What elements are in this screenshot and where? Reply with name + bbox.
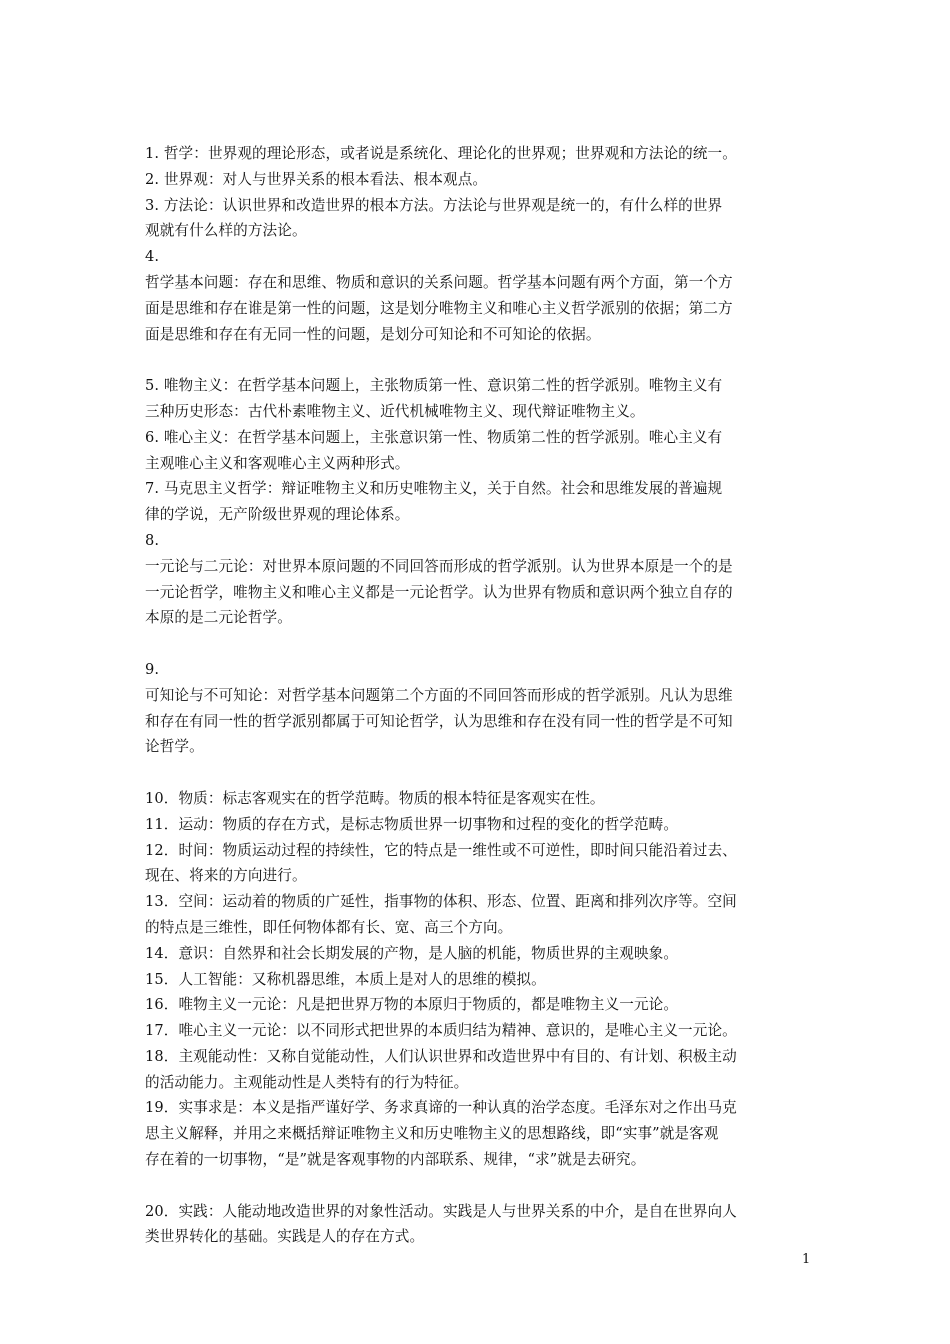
text-line: 12．时间：物质运动过程的持续性，它的特点是一维性或不可逆性，即时间只能沿着过去、 (145, 841, 737, 859)
blank-line (145, 760, 810, 786)
text-line: 8. (145, 531, 160, 549)
text-line: 现在、将来的方向进行。 (145, 867, 307, 885)
text-line: 1. 哲学：世界观的理论形态，或者说是系统化、理论化的世界观；世界观和方法论的统一。 (145, 145, 737, 162)
page-number: 1 (802, 1252, 811, 1267)
text-line: 和存在有同一性的哲学派别都属于可知论哲学，认为思维和存在没有同一性的哲学是不可知 (145, 712, 733, 730)
blank-line (145, 1173, 810, 1199)
blank-line (145, 631, 810, 657)
text-line: 11．运动：物质的存在方式，是标志物质世界一切事物和过程的变化的哲学范畴。 (145, 815, 679, 833)
text-line: 的活动能力。主观能动性是人类特有的行为特征。 (145, 1073, 469, 1091)
text-line: 10．物质：标志客观实在的哲学范畴。物质的根本特征是客观实在性。 (145, 789, 605, 807)
text-line: 20．实践：人能动地改造世界的对象性活动。实践是人与世界关系的中介，是自在世界向人 (145, 1202, 737, 1220)
text-line: 类世界转化的基础。实践是人的存在方式。 (145, 1228, 425, 1246)
text-line: 一元论与二元论：对世界本原问题的不同回答而形成的哲学派别。认为世界本原是一个的是 (145, 557, 733, 575)
text-line: 9. (145, 660, 160, 678)
text-line: 17．唯心主义一元论：以不同形式把世界的本质归结为精神、意识的，是唯心主义一元论。 (145, 1022, 737, 1040)
text-line: 15．人工智能：又称机器思维，本质上是对人的思维的模拟。 (145, 970, 546, 988)
text-line: 2. 世界观：对人与世界关系的根本看法、根本观点。 (145, 170, 488, 188)
text-line: 18．主观能动性：又称自觉能动性，人们认识世界和改造世界中有目的、有计划、积极主动 (145, 1047, 737, 1065)
text-line: 哲学基本问题：存在和思维、物质和意识的关系问题。哲学基本问题有两个方面，第一个方 (145, 273, 733, 291)
text-line: 主观唯心主义和客观唯心主义两种形式。 (145, 454, 410, 472)
text-line: 存在着的一切事物，“是”就是客观事物的内部联系、规律，“求”就是去研究。 (145, 1151, 646, 1169)
text-line: 13．空间：运动着的物质的广延性，指事物的体积、形态、位置、距离和排列次序等。空间 (145, 893, 737, 911)
text-line: 面是思维和存在有无同一性的问题，是划分可知论和不可知论的依据。 (145, 325, 601, 343)
text-line: 19．实事求是：本义是指严谨好学、务求真谛的一种认真的治学态度。毛泽东对之作出马克 (145, 1099, 737, 1117)
text-line: 思主义解释，并用之来概括辩证唯物主义和历史唯物主义的思想路线，即“实事”就是客观 (145, 1125, 719, 1143)
text-line: 一元论哲学，唯物主义和唯心主义都是一元论哲学。认为世界有物质和意识两个独立自存的 (145, 583, 733, 601)
text-line: 三种历史形态：古代朴素唯物主义、近代机械唯物主义、现代辩证唯物主义。 (145, 402, 645, 420)
document-body (145, 141, 810, 1250)
text-line: 3. 方法论：认识世界和改造世界的根本方法。方法论与世界观是统一的，有什么样的世界 (145, 196, 723, 214)
text-line: 6. 唯心主义：在哲学基本问题上，主张意识第一性、物质第二性的哲学派别。唯心主义有 (145, 428, 723, 446)
text-line: 5. 唯物主义：在哲学基本问题上，主张物质第一性、意识第二性的哲学派别。唯物主义有 (145, 377, 723, 395)
text-line: 的特点是三维性，即任何物体都有长、宽、高三个方向。 (145, 918, 513, 936)
text-line: 面是思维和存在谁是第一性的问题，这是划分唯物主义和唯心主义哲学派别的依据；第二方 (145, 299, 733, 317)
text-line: 本原的是二元论哲学。 (145, 609, 292, 627)
text-line: 4. (145, 248, 160, 266)
text-line: 论哲学。 (145, 738, 204, 756)
text-line: 律的学说，无产阶级世界观的理论体系。 (145, 506, 410, 524)
text-line: 16．唯物主义一元论：凡是把世界万物的本原归于物质的，都是唯物主义一元论。 (145, 996, 679, 1014)
text-line: 可知论与不可知论：对哲学基本问题第二个方面的不同回答而形成的哲学派别。凡认为思维 (145, 686, 733, 704)
blank-line (145, 347, 810, 373)
text-line: 7. 马克思主义哲学：辩证唯物主义和历史唯物主义，关于自然。社会和思维发展的普遍规 (145, 480, 723, 498)
text-line: 14．意识：自然界和社会长期发展的产物，是人脑的机能，物质世界的主观映象。 (145, 944, 679, 962)
text-line: 观就有什么样的方法论。 (145, 222, 307, 240)
